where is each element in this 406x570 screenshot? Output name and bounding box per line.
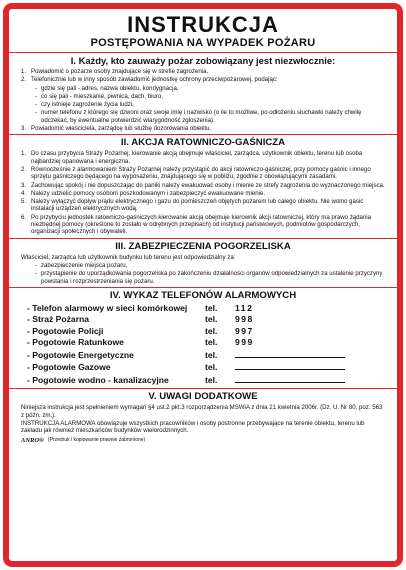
list-item: 1. Do czasu przybycia Straży Pożarnej, kierowanie akcją obejmuje właściciel, zarządca, użytkownik obiektu, terenu lub osoba najbardziej opanowana i energiczna. bbox=[21, 150, 363, 165]
section-5-title: V. UWAGI DODATKOWE bbox=[148, 391, 258, 403]
blank-line bbox=[235, 374, 345, 383]
list-item: 3. Zachowując spokój i nie dopuszczając do paniki należy ewakuować osoby i mienie ze strefy zagrożenia do wyznaczonego miejsca. bbox=[21, 181, 385, 189]
list-item: 6. Po przybyciu jednostek ratowniczo-gaśniczych kierowanie akcją obejmuje kierownik akcji ratowniczej, który ma prawo żądania niezbędnej pomocy (określone to zostało w odrębnych przepisach) od instytucji państwowych, podmiotów gospodarczych, organizacji społecznych i obywateli. bbox=[21, 213, 372, 236]
phone-list bbox=[27, 303, 385, 387]
section-3-body bbox=[21, 254, 385, 285]
sub-item: - zabezpieczenie miejsca pożaru, bbox=[35, 261, 128, 269]
instruction-sign bbox=[3, 3, 403, 567]
section-2-body bbox=[21, 150, 385, 235]
sub-item: - przystąpienie do uporządkowania pogorzeliska po zakończeniu działalności organów odpowiedzialnych za ustalenie przyczyny powstania i rozprzestrzeniania się pożaru. bbox=[35, 270, 383, 285]
list-item: 4. Należy udzielić pomocy osobom poszkodowanym i zabezpieczyć ewakuowane mienie. bbox=[21, 189, 266, 197]
list-item: 3. Powiadomić właściciela, zarządcę lub służbę dozorowania obiektu. bbox=[21, 125, 212, 133]
sign-title: INSTRUKCJA bbox=[127, 12, 279, 37]
sign-content bbox=[21, 11, 385, 444]
section-2-title: II. AKCJA RATOWNICZO-GAŚNICZA bbox=[120, 137, 286, 149]
section-1-title: I. Każdy, kto zauważy pożar zobowiązany jest niezwłocznie: bbox=[70, 55, 336, 66]
sub-item: - co się pali - mieszkanie, piwnica, dach, biuro, bbox=[35, 92, 163, 100]
divider bbox=[9, 287, 397, 288]
sub-item: - gdzie się pali - adres, nazwa obiektu, kondygnacja, bbox=[35, 84, 179, 92]
phone-row: - Pogotowie Gazowe tel. bbox=[27, 361, 385, 374]
phone-row: - Telefon alarmowy w sieci komórkowej tel. 112 bbox=[27, 302, 254, 313]
list-item: 5. Należy wyłączyć dopływ prądu elektrycznego i gazu do pomieszczeń objętych pożarem lub całego obiektu. Nie wolno gasić instalacji urządzeń elektrycznych wodą. bbox=[21, 198, 364, 213]
blank-line bbox=[235, 361, 345, 370]
list-item: 2. Telefonicznie lub w inny sposób zawiadomić jednostkę ochrony przeciwpożarowej, podając: bbox=[21, 76, 278, 84]
phone-row: - Pogotowie Energetyczne tel. bbox=[27, 349, 385, 362]
brand-logo: ANRO® bbox=[21, 436, 44, 444]
section-4-title: IV. WYKAZ TELEFONÓW ALARMOWYCH bbox=[109, 289, 297, 301]
blank-line bbox=[235, 349, 345, 358]
divider bbox=[9, 388, 397, 389]
divider bbox=[9, 52, 397, 53]
section-3-intro: Właściciel, zarządca lub użytkownik budynku lub terenu jest odpowiedzialny za: bbox=[21, 253, 236, 261]
sign-subtitle: POSTĘPOWANIA NA WYPADEK POŻARU bbox=[90, 37, 316, 49]
divider bbox=[9, 134, 397, 135]
divider bbox=[9, 238, 397, 239]
sub-item: - numer telefonu z którego się dzwoni oraz swoje imię i nazwisko (o ile to możliwe, po odłożeniu słuchawki należy chwilę odczekać, by ewentualne potwierdzić wiarygodność zgłoszenia). bbox=[35, 109, 362, 124]
phone-row: - Pogotowie wodno - kanalizacyjne tel. bbox=[27, 374, 385, 387]
phone-row: - Straż Pożarna tel. 998 bbox=[27, 314, 254, 325]
list-item: 2. Równocześnie z alarmowaniem Straży Pożarnej należy przystąpić do akcji ratowniczo-gaśniczej, przy pomocy gaśnic i innego sprzętu gaśniczego będącego na wyposażeniu, znajdującego się w pobliżu, zgodnie z obowiązującymi zasadami. bbox=[21, 165, 371, 181]
phone-row: - Pogotowie Ratunkowe tel. 999 bbox=[27, 337, 254, 348]
section-5-para-1: Niniejsza instrukcja jest spełnieniem wymagań §4 ust.2 pkt.3 rozporządzenia MSWiA z dnia 21 kwietnia 2006r. (Dz. U. Nr 80, poz. 563 z późn. zm.). bbox=[21, 404, 383, 419]
footer bbox=[21, 437, 385, 444]
section-1-body bbox=[21, 68, 385, 132]
section-3-title: III. ZABEZPIECZENIA POGORZELISKA bbox=[115, 240, 291, 252]
list-item: 1. Powiadomić o pożarze osoby znajdujące się w strefie zagrożenia. bbox=[21, 68, 209, 75]
section-5-para-2: INSTRUKCJA ALARMOWA obowiązuje wszystkich pracowników i osoby postronne przebywające na terenie obiektu, terenu lub zakładu jak również mieszkańców budynków wielorodzinnych. bbox=[21, 419, 365, 435]
section-5-body bbox=[21, 404, 385, 434]
phone-row: - Pogotowie Policji tel. 997 bbox=[27, 325, 254, 336]
sub-item: - czy istnieje zagrożenie życia ludzi, bbox=[35, 101, 134, 109]
copyright-note: (Przedruk i kopiowanie prawnie zabronione) bbox=[47, 437, 146, 444]
